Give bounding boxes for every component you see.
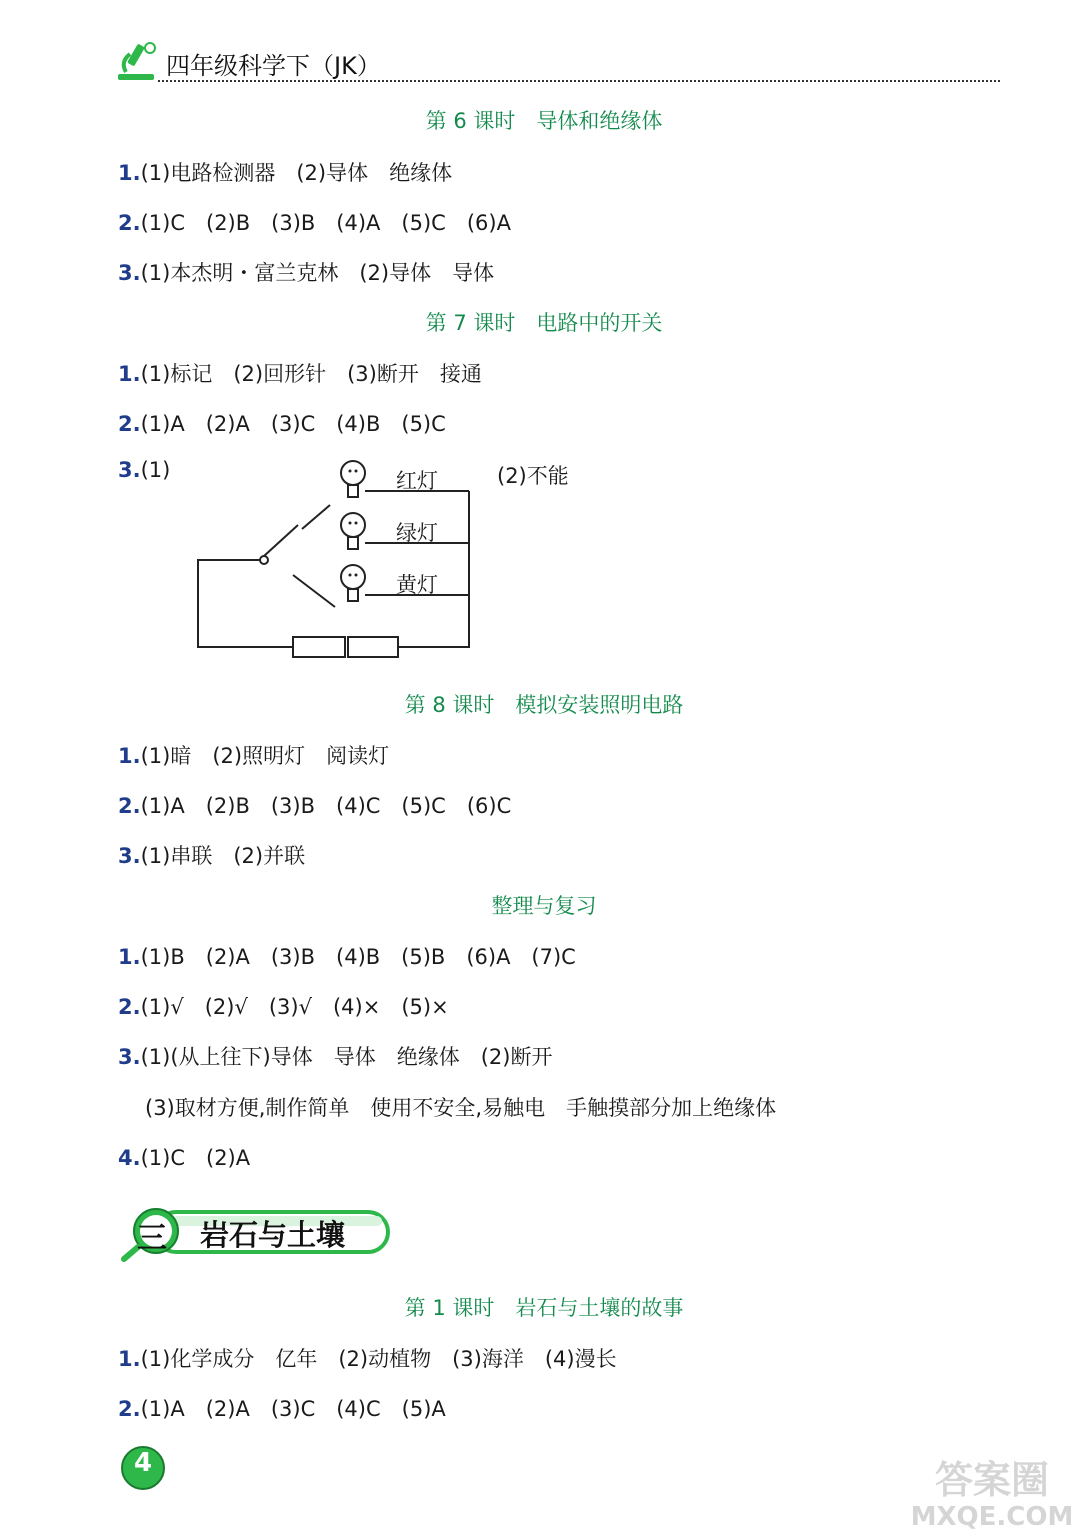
answer-text: (1)A (2)A (3)C (4)B (5)C xyxy=(140,412,446,436)
question-number: 2. xyxy=(118,211,141,235)
unit-number: 三 xyxy=(137,1221,167,1256)
answer-text: (1)A (2)A (3)C (4)C (5)A xyxy=(140,1397,446,1421)
answer-line xyxy=(118,1041,552,1071)
bulb-icon xyxy=(341,461,365,601)
section-title-lesson-8: 第 8 课时 模拟安装照明电路 xyxy=(404,693,684,717)
answer-text: (1)√ (2)√ (3)√ (4)× (5)× xyxy=(140,995,449,1019)
answer-line xyxy=(118,257,494,287)
question-number: 1. xyxy=(118,161,141,185)
answer-line xyxy=(118,840,305,870)
page-number: 4 xyxy=(133,1448,153,1478)
watermark-logo xyxy=(905,1455,1080,1530)
section-title-unit3-lesson-1: 第 1 课时 岩石与土壤的故事 xyxy=(404,1296,684,1320)
answer-text: (1)(从上往下)导体 导体 绝缘体 (2)断开 xyxy=(140,1045,553,1069)
question-number: 3. xyxy=(118,844,141,868)
question-number: 1. xyxy=(118,744,141,768)
header-divider xyxy=(158,80,1000,82)
answer-line xyxy=(118,207,511,237)
question-number: 2. xyxy=(118,412,141,436)
microscope-logo-icon xyxy=(116,38,160,82)
question-number: 1. xyxy=(118,945,141,969)
answer-text: (2)不能 xyxy=(497,464,569,488)
yellow-light-label: 黄灯 xyxy=(396,573,438,597)
answer-text: (1)标记 (2)回形针 (3)断开 接通 xyxy=(140,362,482,386)
question-number: 3. xyxy=(118,261,141,285)
question-number: 1. xyxy=(118,1347,141,1371)
answer-text: (1)暗 (2)照明灯 阅读灯 xyxy=(140,744,390,768)
question-number: 2. xyxy=(118,995,141,1019)
unit-title: 岩石与土壤 xyxy=(200,1218,346,1252)
answer-line xyxy=(118,157,452,187)
green-light-label: 绿灯 xyxy=(396,521,438,545)
book-title: 四年级科学下（JK） xyxy=(166,52,381,80)
answer-text: (1)串联 (2)并联 xyxy=(140,844,306,868)
section-title-lesson-7: 第 7 课时 电路中的开关 xyxy=(425,311,663,335)
svg-text:答案圈: 答案圈 xyxy=(934,1458,1050,1502)
answer-line xyxy=(118,991,449,1021)
answer-line xyxy=(118,408,446,438)
answer-text: (1)C (2)A xyxy=(140,1146,251,1170)
answer-line xyxy=(118,1393,446,1423)
question-number: 3. xyxy=(118,1045,141,1069)
answer-text: (1)B (2)A (3)B (4)B (5)B (6)A (7)C xyxy=(140,945,576,969)
answer-line xyxy=(118,358,482,388)
answer-text: (1) xyxy=(140,458,171,482)
answer-line xyxy=(118,941,576,971)
answer-text: (1)化学成分 亿年 (2)动植物 (3)海洋 (4)漫长 xyxy=(140,1347,617,1371)
question-number: 3. xyxy=(118,458,141,482)
question-number: 2. xyxy=(118,794,141,818)
svg-text:MXQE.COM: MXQE.COM xyxy=(910,1502,1074,1530)
answer-text: (1)C (2)B (3)B (4)A (5)C (6)A xyxy=(140,211,511,235)
red-light-label: 红灯 xyxy=(396,469,438,493)
answer-text: (1)电路检测器 (2)导体 绝缘体 xyxy=(140,161,453,185)
section-title-review: 整理与复习 xyxy=(491,894,597,918)
answer-line xyxy=(118,740,389,770)
switch-circuit-diagram xyxy=(190,455,490,670)
question-number: 1. xyxy=(118,362,141,386)
answer-line xyxy=(145,1092,776,1122)
section-title-lesson-6: 第 6 课时 导体和绝缘体 xyxy=(425,109,663,133)
answer-text: (3)取材方便,制作简单 使用不安全,易触电 手触摸部分加上绝缘体 xyxy=(145,1096,777,1120)
answer-text: (1)A (2)B (3)B (4)C (5)C (6)C xyxy=(140,794,512,818)
answer-text: (1)本杰明・富兰克林 (2)导体 导体 xyxy=(140,261,495,285)
answer-line xyxy=(118,790,511,820)
answer-line xyxy=(118,1142,250,1172)
question-number: 4. xyxy=(118,1146,141,1170)
answer-line xyxy=(118,458,170,482)
answer-line xyxy=(118,1343,617,1373)
question-number: 2. xyxy=(118,1397,141,1421)
